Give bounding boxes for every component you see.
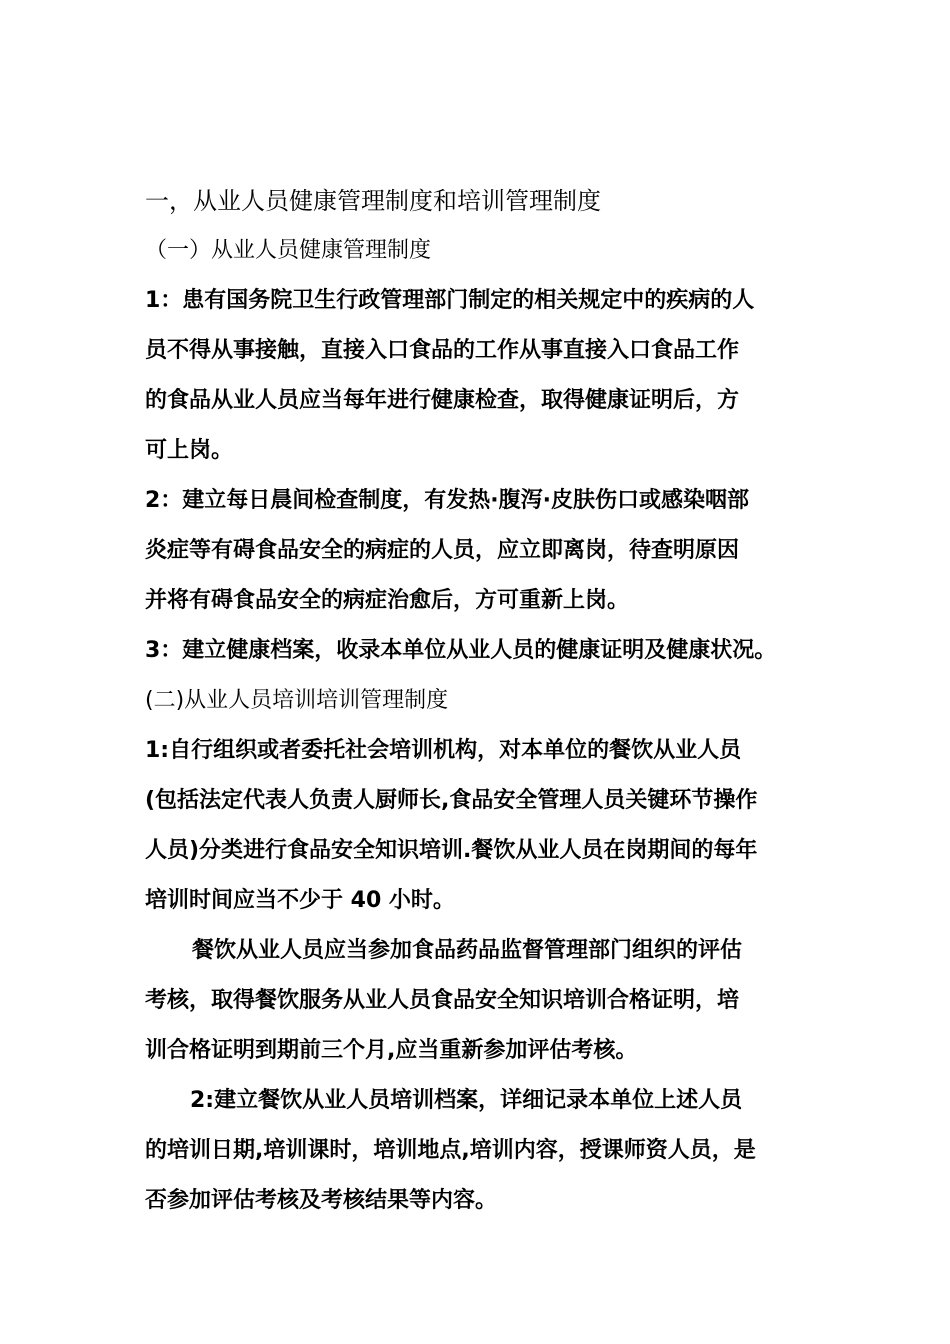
section-2-item-1-line-4: 培训时间应当不少于 40 小时。 [145, 888, 455, 913]
document-title: 一，从业人员健康管理制度和培训管理制度 [145, 187, 601, 215]
section-1-heading: （一）从业人员健康管理制度 [145, 238, 432, 263]
section-2-item-1-line-2: (包括法定代表人负责人厨师长,食品安全管理人员关键环节操作 [145, 788, 758, 813]
section-2-item-1-line-1: 1:自行组织或者委托社会培训机构，对本单位的餐饮从业人员 [145, 738, 742, 763]
section-2-item-2-line-3: 否参加评估考核及考核结果等内容。 [145, 1188, 498, 1213]
section-2-para-line-2: 考核，取得餐饮服务从业人员食品安全知识培训合格证明，培 [145, 988, 740, 1013]
section-2-item-2-line-2: 的培训日期,培训课时，培训地点,培训内容，授课师资人员，是 [145, 1138, 756, 1163]
section-1-item-2-line-1: 2：建立每日晨间检查制度，有发热·腹泻·皮肤伤口或感染咽部 [145, 488, 750, 513]
section-2-heading: (二)从业人员培训培训管理制度 [145, 688, 449, 713]
section-1-item-1-line-1: 1：患有国务院卫生行政管理部门制定的相关规定中的疾病的人 [145, 288, 755, 313]
section-2-item-2-line-1: 2:建立餐饮从业人员培训档案，详细记录本单位上述人员 [190, 1088, 743, 1113]
section-1-item-1-line-4: 可上岗。 [145, 438, 234, 463]
section-2-item-1-line-3: 人员)分类进行食品安全知识培训.餐饮从业人员在岗期间的每年 [145, 838, 758, 863]
section-1-item-1-line-2: 员不得从事接触，直接入口食品的工作从事直接入口食品工作 [145, 338, 740, 363]
section-1-item-2-line-2: 炎症等有碍食品安全的病症的人员，应立即离岗，待查明原因 [145, 538, 740, 563]
section-2-para-line-1: 餐饮从业人员应当参加食品药品监督管理部门组织的评估 [192, 938, 743, 963]
section-1-item-3-line-1: 3：建立健康档案，收录本单位从业人员的健康证明及健康状况。 [145, 638, 777, 663]
section-2-para-line-3: 训合格证明到期前三个月,应当重新参加评估考核。 [145, 1038, 638, 1063]
section-1-item-2-line-3: 并将有碍食品安全的病症治愈后，方可重新上岗。 [145, 588, 630, 613]
section-1-item-1-line-3: 的食品从业人员应当每年进行健康检查，取得健康证明后，方 [145, 388, 740, 413]
